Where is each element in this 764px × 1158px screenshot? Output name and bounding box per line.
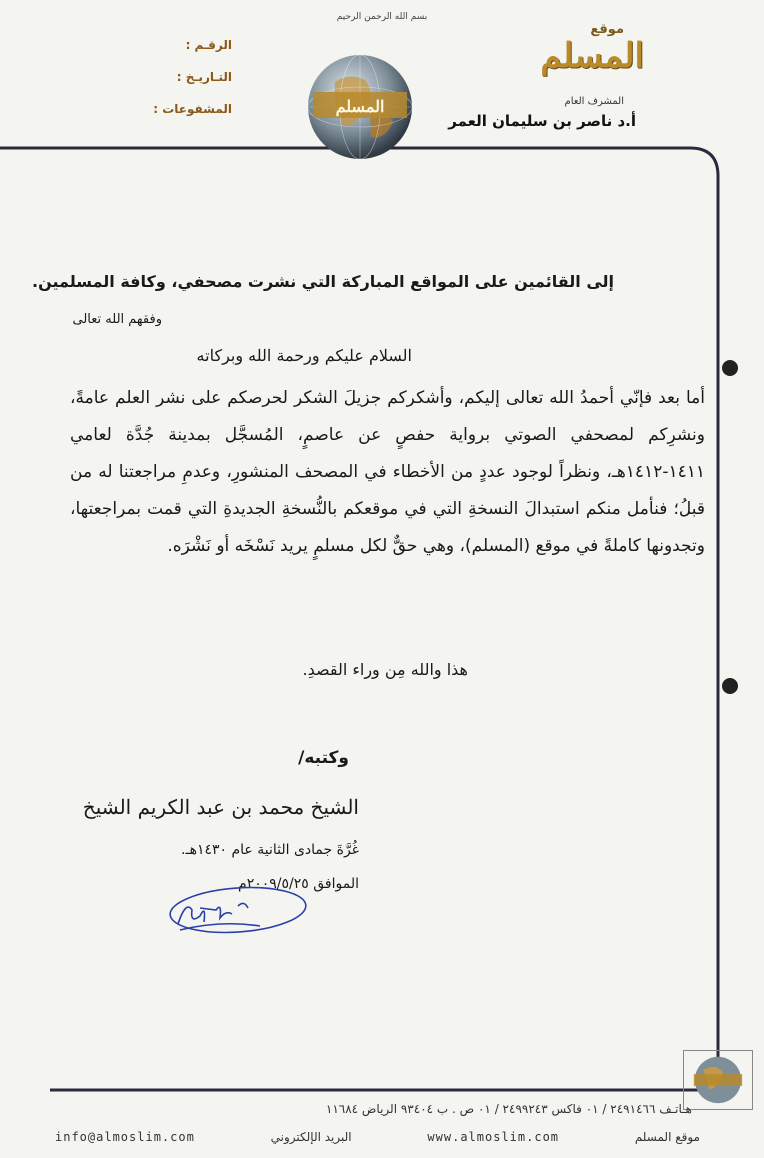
reference-number-field: الرقـم :	[185, 38, 232, 52]
gregorian-date: الموافق ٢٠٠٩/٥/٢٥م	[238, 876, 359, 892]
footer-site-label: موقع المسلم	[634, 1130, 700, 1144]
reference-fields	[152, 38, 232, 134]
supervisor-name: أ.د ناصر بن سليمان العمر	[448, 112, 636, 130]
hijri-date: غُرَّةَ جمادى الثانية عام ١٤٣٠هـ.	[181, 842, 359, 858]
email-label: البريد الإلكتروني	[270, 1130, 352, 1144]
greeting-line: السلام عليكم ورحمة الله وبركاته	[196, 346, 412, 365]
reference-date-field: التـاريـخ :	[176, 70, 232, 84]
site-label: موقع	[590, 22, 624, 37]
basmala: بسم الله الرحمن الرحيم	[336, 12, 428, 22]
reference-attachments-field: المشفوعات :	[153, 102, 232, 116]
written-by-label: وكتبه/	[298, 748, 349, 768]
punch-hole-bottom	[722, 678, 738, 694]
blessing-line: وفقهم الله تعالى	[72, 312, 162, 327]
site-url-link[interactable]: www.almoslim.com	[427, 1130, 560, 1144]
globe-label: المسلم	[335, 97, 385, 116]
footer-globe-logo	[683, 1050, 753, 1110]
author-name: الشيخ محمد بن عبد الكريم الشيخ	[82, 795, 359, 819]
letter-body: أما بعد فإنّي أحمدُ الله تعالى إليكم، وأشكركم جزيلَ الشكر لحرصكم على نشر العلم عامةً، ونشرِكم لمصحفي الصوتي برواية حفصٍ عن عاصمٍ، المُسجَّل بمدينة جُدَّة لعامي ١٤١١-١٤١٢هـ، ونظراً لوجود عددٍ من الأخطاء في المصحف المنشورِ، وعدمِ مراجعتنا له من قبلُ؛ فنأمل منكم استبدالَ النسخةِ التي في موقعكم بالنُّسخةِ الجديدةِ التي قمت بمراجعتها، وتجدونها كاملةً في موقع (المسلم)، وهي حقٌّ لكل مسلمٍ يريد نَسْخَه أو نَشْرَه.	[70, 388, 705, 556]
contact-line: هـاتـف ٢٤٩١٤٦٦ / ٠١ فاكس ٢٤٩٩٢٤٣ / ٠١ ص . ب ٩٣٤٠٤ الرياض ١١٦٨٤	[325, 1102, 692, 1116]
closing-line: هذا والله مِن وراء القصدِ.	[302, 660, 468, 679]
recipient-line: إلى القائمين على المواقع المباركة التي نشرت مصحفي، وكافة المسلمين.	[32, 272, 614, 291]
footer-links	[55, 1130, 700, 1144]
email-link[interactable]: info@almoslim.com	[55, 1130, 195, 1144]
signature	[160, 880, 310, 945]
supervisor-label: المشرف العام	[564, 96, 624, 107]
globe-logo	[305, 52, 415, 162]
site-logo-text: المسلم	[540, 36, 644, 76]
punch-hole-top	[722, 360, 738, 376]
